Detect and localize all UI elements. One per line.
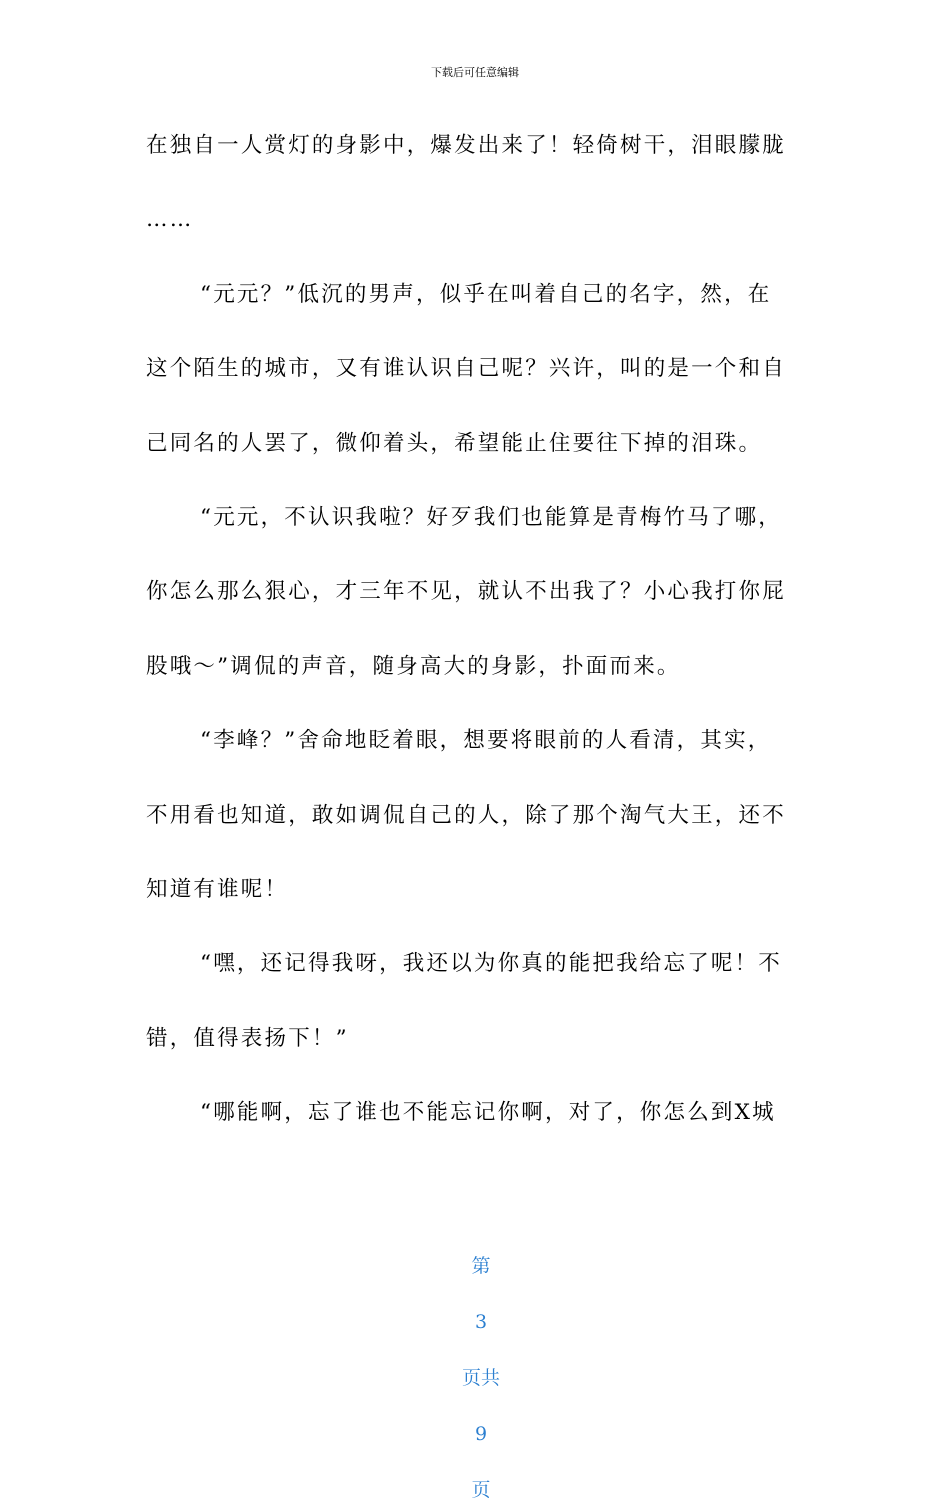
text-line: “李峰？”舍命地眨着眼，想要将眼前的人看清，其实， <box>200 728 772 754</box>
text-line: 你怎么那么狠心，才三年不见，就认不出我了？小心我打你屁 <box>146 579 786 605</box>
footer-suffix: 页 <box>471 1479 491 1501</box>
document-body <box>146 118 796 1159</box>
text-line: “元元？”低沉的男声，似乎在叫着自己的名字，然，在 <box>200 281 772 307</box>
text-line: 在独自一人赏灯的身影中，爆发出来了！轻倚树干，泪眼朦胧 <box>146 133 786 158</box>
text-line: “元元，不认识我啦？好歹我们也能算是青梅竹马了哪， <box>200 504 782 530</box>
text-line: 这个陌生的城市，又有谁认识自己呢？兴许，叫的是一个和自 <box>146 356 786 382</box>
text-line: 知道有谁呢！ <box>146 876 289 902</box>
footer-middle: 页共 <box>462 1367 501 1389</box>
total-pages-number: 9 <box>475 1423 488 1445</box>
text-line: “嘿，还记得我呀，我还以为你真的能把我给忘了呢！不 <box>200 951 782 977</box>
text-line: 股哦～”调侃的声音，随身高大的身影，扑面而来。 <box>146 653 681 679</box>
text-line: 错，值得表扬下！” <box>146 1025 349 1051</box>
page-header: 下载后可任意编辑 <box>431 66 519 79</box>
text-line: 己同名的人罢了，微仰着头，希望能止住要往下掉的泪珠。 <box>146 430 763 456</box>
page-footer <box>0 1224 950 1504</box>
footer-prefix: 第 <box>471 1255 491 1277</box>
current-page-number: 3 <box>475 1311 488 1333</box>
text-line: …… <box>146 207 194 233</box>
text-line: “哪能啊，忘了谁也不能忘记你啊，对了，你怎么到X城 <box>200 1100 776 1126</box>
text-line: 不用看也知道，敢如调侃自己的人，除了那个淘气大王，还不 <box>146 802 786 828</box>
